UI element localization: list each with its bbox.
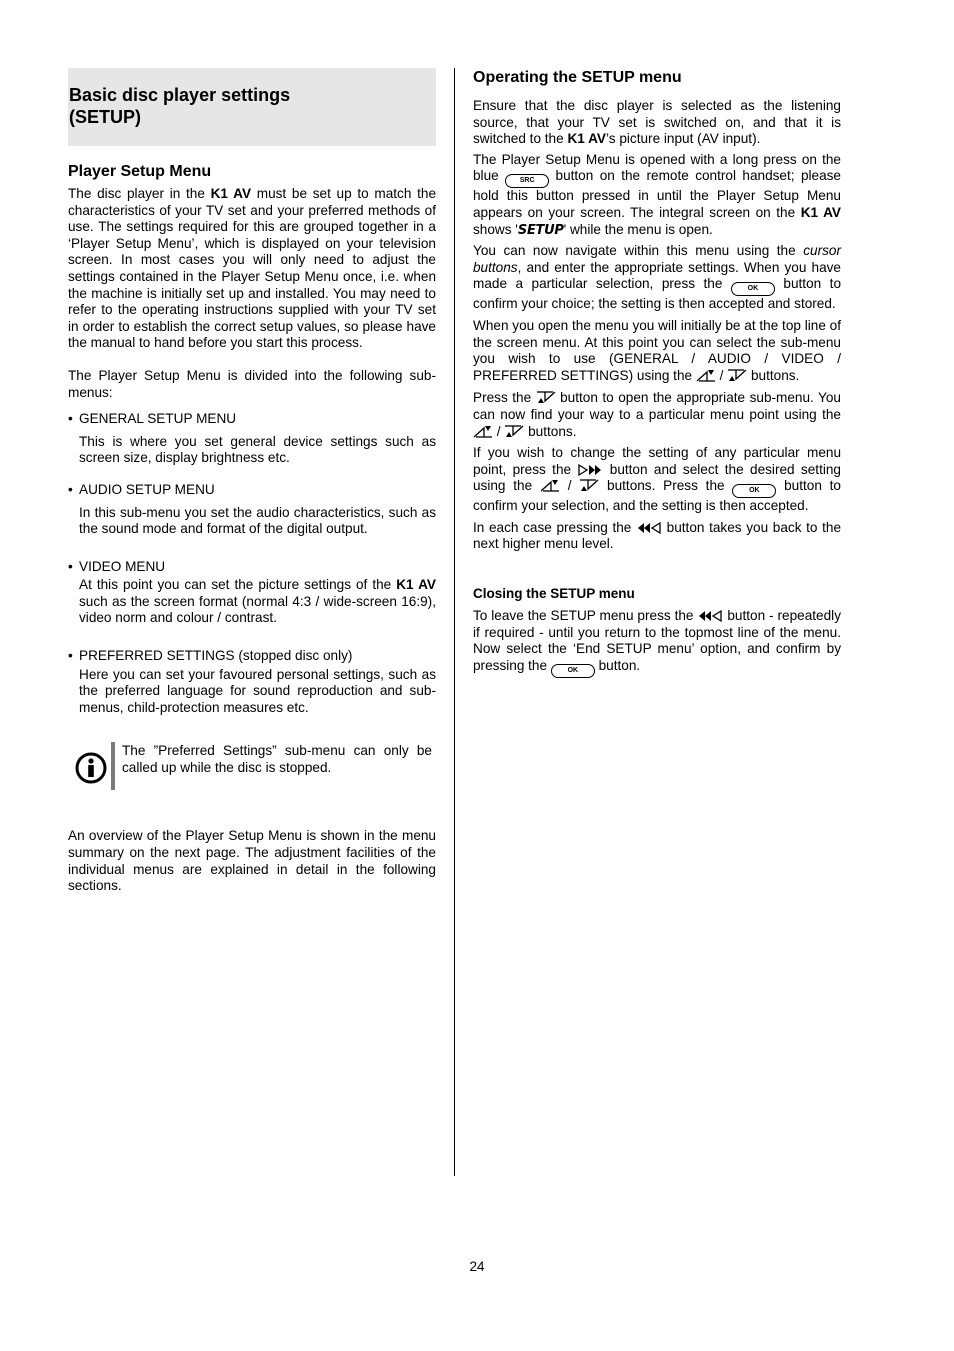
info-icon — [75, 752, 107, 784]
list-item — [68, 482, 436, 538]
intro-paragraph: The disc player in the K1 AV must be set up to match the characteristics of your TV set and your preferred methods of use. The settings required for this are grouped together in a ‘Player Setup Menu’, which is displayed on your television screen. In most cases you will only need to adjust the settings contained in the Player Setup Menu once, i.e. when the machine is initially set up and installed. You may need to refer to the operating instructions supplied with your TV set in order to establish the correct setup values, so please have the manual to hand before you start this process. — [68, 186, 437, 351]
src-button-icon: SRC — [505, 174, 549, 188]
divided-paragraph: The Player Setup Menu is divided into the following sub-menus: — [68, 367, 436, 400]
paragraph: When you open the menu you will initially be at the top line of the screen menu. At this point you can select the sub-menu you wish to use (GENERAL / AUDIO / VIDEO / PREFERRED SETTINGS) using the / buttons. — [473, 317, 842, 383]
setup-display: SETUP — [517, 222, 564, 238]
list-item-desc: Here you can set your favoured personal settings, such as the preferred language for sound reproduction and sub-menus, child-protection measures etc. — [79, 666, 436, 715]
list-item — [68, 559, 436, 627]
page-title: Basic disc player settings (SETUP) — [69, 85, 291, 127]
ok-button-icon: OK — [551, 664, 595, 678]
list-item-title: • AUDIO SETUP MENU — [68, 482, 436, 499]
cursor-up-icon — [473, 424, 493, 439]
back-icon — [636, 521, 662, 535]
paragraph: The Player Setup Menu is opened with a long press on the blue SRC button on the remote control handset; please hold this button pressed in until the Player Setup Menu appears on your screen. The integral screen on the K1 AV shows 'SETUP' while the menu is open. — [473, 151, 841, 238]
ok-button-icon: OK — [732, 484, 776, 498]
cursor-up-icon — [540, 478, 560, 493]
paragraph: Press the button to open the appropriate sub-menu. You can now find your way to a particular menu point using the / buttons. — [473, 390, 841, 439]
info-note — [68, 742, 436, 792]
paragraph: If you wish to change the setting of any particular menu point, press the button and select the desired setting using the / buttons. Press the OK button to confirm your selection, and the setting is then accepted. — [473, 445, 841, 514]
list-item — [68, 411, 436, 467]
right-column — [473, 68, 841, 678]
list-item-title: • PREFERRED SETTINGS (stopped disc only) — [68, 648, 436, 665]
cursor-down-icon — [727, 368, 747, 383]
paragraph: To leave the SETUP menu press the button - repeatedly if required - until you return to the topmost line of the menu. Now select the ‘End SETUP menu’ option, and confirm by pressing the OK button. — [473, 608, 841, 678]
forward-icon — [577, 463, 603, 477]
list-item-desc: This is where you set general device settings such as screen size, display brightness etc. — [79, 433, 436, 466]
operating-heading: Operating the SETUP menu — [473, 69, 682, 86]
column-divider — [454, 68, 455, 1176]
cursor-up-icon — [696, 368, 716, 383]
list-item-desc: In this sub-menu you set the audio characteristics, such as the sound mode and format of the digital output. — [79, 504, 436, 537]
note-text: The ”Preferred Settings” sub-menu can only be called up while the disc is stopped. — [122, 743, 432, 776]
overview-paragraph: An overview of the Player Setup Menu is shown in the menu summary on the next page. The adjustment facilities of the individual menus are explained in detail in the following sections. — [68, 828, 436, 894]
paragraph: You can now navigate within this menu using the cursor buttons, and enter the appropriate settings. When you have made a particular selection, press the OK button to confirm your choice; the setting is then accepted and stored. — [473, 243, 842, 312]
list-item-desc: At this point you can set the picture settings of the K1 AV such as the screen format (normal 4:3 / wide-screen 16:9), video norm and colour / contrast. — [79, 577, 436, 626]
list-item-title: • GENERAL SETUP MENU — [68, 411, 436, 428]
page-number: 24 — [469, 1259, 485, 1274]
back-icon — [697, 609, 723, 623]
list-item — [68, 648, 436, 716]
left-column — [68, 68, 436, 895]
ok-button-icon: OK — [731, 282, 775, 296]
cursor-down-icon — [579, 478, 599, 493]
cursor-down-icon — [504, 424, 524, 439]
paragraph: In each case pressing the button takes you back to the next higher menu level. — [473, 519, 842, 552]
title-box — [68, 68, 436, 146]
note-bar — [111, 742, 115, 790]
list-item-title: • VIDEO MENU — [68, 559, 436, 576]
paragraph: Ensure that the disc player is selected as the listening source, that your TV set is switched on, and that it is switched to the K1 AV’s picture input (AV input). — [473, 98, 841, 147]
cursor-down-icon — [536, 390, 556, 405]
closing-heading: Closing the SETUP menu — [473, 586, 635, 602]
section-heading: Player Setup Menu — [68, 163, 212, 180]
